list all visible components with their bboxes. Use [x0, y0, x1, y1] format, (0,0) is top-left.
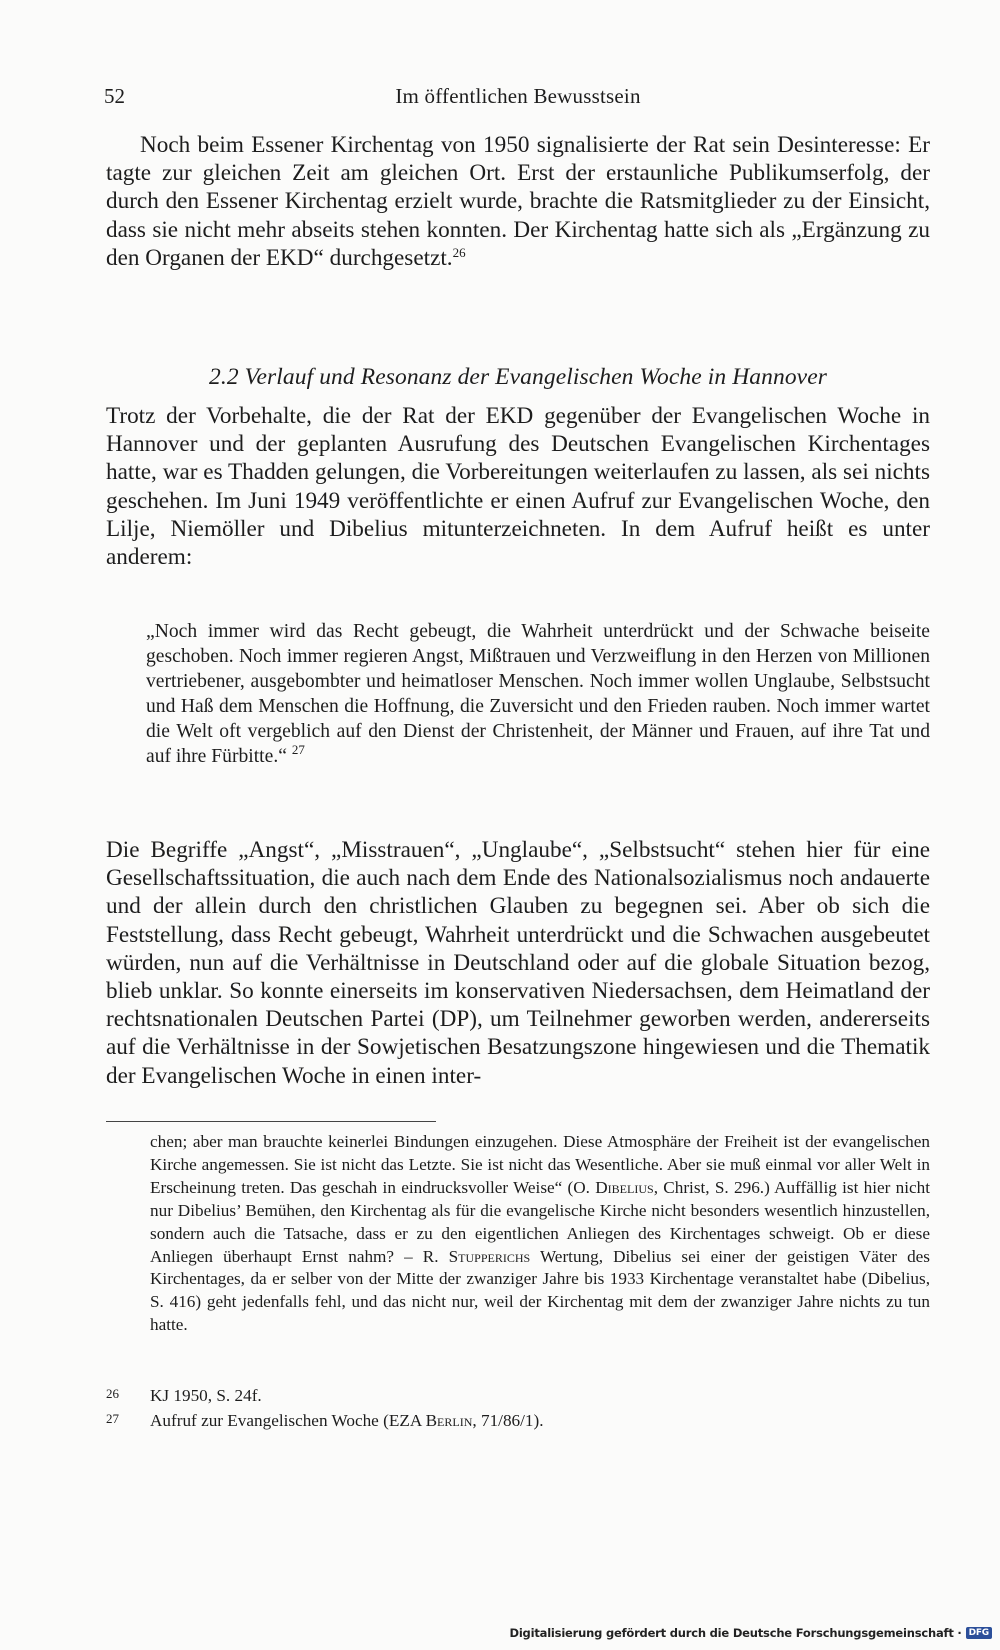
credit-text: Digitalisierung gefördert durch die Deutsche Forschungsgemeinschaft · — [509, 1626, 962, 1640]
paragraph-1-text: Noch beim Essener Kirchentag von 1950 signalisierte der Rat sein Desinteresse: Er tagte zur gleichen Zeit am gleichen Ort. Erst der erstaunliche Publikumserfolg, der durch den Essener Kirchentag erzielt wurde, brachte die Ratsmitglieder zu der Einsicht, dass sie nicht mehr abseits stehen konnten. Der Kirchentag hatte sich als „Ergänzung zu den Organen der EKD“ durchgesetzt. — [106, 132, 930, 271]
footnote-ref-27: 27 — [291, 741, 305, 757]
footnote-27-text-post: , 71/86/1). — [472, 1411, 544, 1430]
block-quote — [146, 620, 930, 769]
paragraph-1-block — [106, 131, 930, 272]
section-heading: 2.2 Verlauf und Resonanz der Evangelischen Woche in Hannover — [209, 364, 827, 390]
dfg-logo-icon: DFG — [966, 1627, 992, 1639]
page-number: 52 — [104, 84, 125, 108]
footnote-cont-part-2: , Christ, S. 296.) Auffällig ist hier nicht nur Dibelius’ Bemühen, den Kirchentag als für die evangelische Kirche nicht besonders wesentlich hinzustellen, sondern auch die Tatsache, dass er zu den eigentlichen Anliegen des Kirchentages schweigt. Ob er diese Anliegen überhaupt Ernst nahm? – R. — [150, 1177, 930, 1266]
paragraph-2: Trotz der Vorbehalte, die der Rat der EKD gegenüber der Evangelischen Woche in Hannover und der geplanten Ausrufung des Deutschen Evangelischen Kirchentages hatte, war es Thadden gelungen, die Vorbereitungen weiterlaufen zu lassen, als sei nichts geschehen. Im Juni 1949 veröffentlichte er einen Aufruf zur Evangelischen Woche, den Lilje, Niemöller und Dibelius mitunterzeichneten. In dem Aufruf heißt es unter anderem: — [106, 403, 930, 571]
footnote-27 — [106, 1408, 544, 1433]
author-stupperich: Stupperichs — [448, 1246, 531, 1266]
footnote-26-mark: 26 — [106, 1386, 119, 1401]
footnote-26-text: KJ 1950, S. 24f. — [150, 1386, 262, 1405]
digitization-credit — [509, 1626, 992, 1640]
footnote-27-mark: 27 — [106, 1411, 119, 1426]
paragraph-2-block — [106, 402, 930, 571]
block-quote-text: „Noch immer wird das Recht gebeugt, die Wahrheit unterdrückt und der Schwache beiseite geschoben. Noch immer regieren Angst, Mißtrauen und Verzweiflung in den Herzen von Millionen vertriebener, ausgebombter und heimatloser Menschen. Noch immer wollen Unglaube, Selbstsucht und Haß dem Menschen die Hoffnung, die Zuversicht und den Frieden rauben. Noch immer wartet die Welt oft vergeblich auf den Dienst der Christenheit, der Männer und Frauen, auf ihre Tat und auf ihre Fürbitte.“ — [146, 621, 930, 767]
footnote-ref-26: 26 — [452, 244, 466, 260]
paragraph-3: Die Begriffe „Angst“, „Misstrauen“, „Unglaube“, „Selbstsucht“ stehen hier für eine Gesellschaftssituation, die auch nach dem Ende des Nationalsozialismus noch andauerte und der allein durch den christlichen Glauben zu begegnen sei. Aber ob sich die Feststellung, dass Recht gebeugt, Wahrheit unterdrückt und die Schwachen ausgebeutet würden, nun auf die Verhältnisse in Deutschland oder auf die globale Situation bezog, blieb unklar. So konnte einerseits im konservativen Niedersachsen, dem Heimatland der rechtsnationalen Deutschen Partei (DP), um Teilnehmer geworben werden, andererseits auf die Verhältnisse in der Sowjetischen Besatzungszone hingewiesen und die Thematik der Evangelischen Woche in einen inter- — [106, 837, 930, 1089]
footnote-27-text-pre: Aufruf zur Evangelischen Woche (EZA — [150, 1411, 426, 1430]
paragraph-1 — [106, 131, 930, 272]
footnote-26 — [106, 1383, 262, 1408]
footnote-continuation — [150, 1131, 930, 1337]
footnote-27-archive: Berlin — [425, 1411, 473, 1430]
running-title: Im öffentlichen Bewusstsein — [395, 84, 641, 108]
author-dibelius: Dibelius — [595, 1177, 654, 1197]
footnote-cont-part-1: chen; aber man brauchte keinerlei Bindungen einzugehen. Diese Atmosphäre der Freiheit ist der evangelischen Kirche angemessen. Sie ist nicht das Letzte. Sie ist nicht das Wesentliche. Aber sie muß einmal vor aller Welt in Erscheinung treten. Das geschah in eindrucksvoller Weise“ (O. — [150, 1132, 930, 1197]
footnote-cont-part-3: Wertung, Dibelius sei einer der geistigen Väter des Kirchentages, da er selber von der Mitte der zwanziger Jahre bis 1933 Kirchentage veranstaltet habe (Dibelius, S. 416) geht jedenfalls fehl, und das nicht nur, weil der Kirchentag mit dem der zwanziger Jahre nichts zu tun hatte. — [150, 1246, 930, 1335]
running-head — [104, 80, 932, 114]
paragraph-3-block — [106, 836, 930, 1090]
footnote-divider — [106, 1121, 436, 1122]
